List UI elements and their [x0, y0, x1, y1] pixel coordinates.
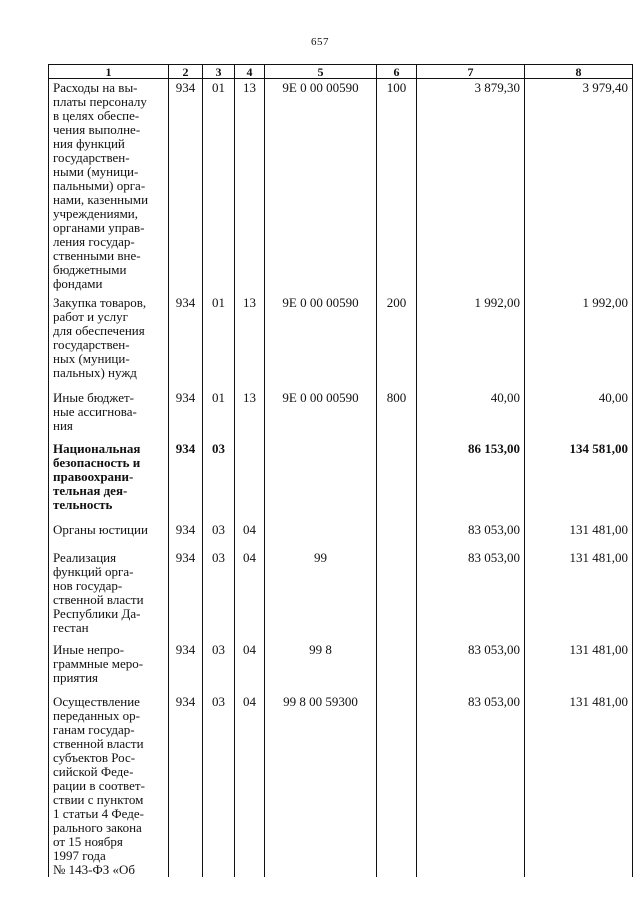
cell-amount-year-2: 134 581,00 — [525, 440, 633, 521]
row-name-line: ния функций — [53, 136, 125, 151]
cell-amount-year-1: 3 879,30 — [417, 79, 525, 294]
cell-expense-type — [377, 521, 417, 549]
cell-expense-type — [377, 641, 417, 693]
cell-section-code: 03 — [203, 641, 235, 693]
column-header: 1 — [49, 65, 169, 79]
row-name — [53, 551, 164, 635]
cell-section-code: 03 — [203, 521, 235, 549]
header-row — [49, 65, 633, 79]
cell-expense-type — [377, 549, 417, 641]
cell-subsection-code — [235, 440, 265, 521]
row-name-line: ственной власти — [53, 735, 144, 751]
cell-subsection-code: 04 — [235, 693, 265, 877]
budget-table — [48, 64, 633, 877]
cell-amount-year-2: 40,00 — [525, 389, 633, 440]
table-row — [49, 389, 633, 440]
row-name-line: бюджетными — [53, 262, 127, 277]
row-name-line: для обеспечения — [53, 322, 145, 338]
cell-amount-year-1: 1 992,00 — [417, 294, 525, 389]
cell-chapter-code: 934 — [169, 521, 203, 549]
row-name-line: переданных ор- — [53, 707, 140, 723]
row-name-line: Закупка товаров, — [53, 294, 147, 310]
cell-name — [49, 693, 169, 877]
cell-section-code: 01 — [203, 79, 235, 294]
cell-target-article — [265, 440, 377, 521]
row-name-line: ственной власти — [53, 591, 144, 607]
cell-subsection-code: 13 — [235, 294, 265, 389]
row-name-line: Органы юстиции — [53, 521, 148, 537]
cell-name — [49, 641, 169, 693]
row-name-line: № 143-ФЗ «Об — [53, 861, 136, 877]
column-header: 8 — [525, 65, 633, 79]
cell-amount-year-1: 83 053,00 — [417, 693, 525, 877]
cell-subsection-code: 04 — [235, 641, 265, 693]
row-name-line: фондами — [53, 276, 103, 291]
table-body — [49, 79, 633, 877]
column-header: 5 — [265, 65, 377, 79]
row-name-line: рации в соответ- — [53, 777, 145, 793]
row-name-line: Национальная — [53, 440, 141, 456]
row-name-line: ные ассигнова- — [53, 403, 137, 419]
row-name-line: приятия — [53, 669, 99, 685]
row-name-line: органами управ- — [53, 220, 145, 235]
cell-chapter-code: 934 — [169, 389, 203, 440]
row-name — [53, 81, 164, 291]
cell-target-article: 99 8 — [265, 641, 377, 693]
cell-name — [49, 294, 169, 389]
cell-name — [49, 79, 169, 294]
row-name-line: от 15 ноября — [53, 833, 123, 849]
table-row — [49, 693, 633, 877]
row-name-line: ления государ- — [53, 234, 135, 249]
cell-section-code: 03 — [203, 440, 235, 521]
row-name-line: пальных) нужд — [53, 364, 137, 380]
cell-chapter-code: 934 — [169, 79, 203, 294]
table-row — [49, 549, 633, 641]
row-name-line: безопасность и — [53, 454, 141, 470]
cell-amount-year-1: 83 053,00 — [417, 641, 525, 693]
row-name — [53, 695, 164, 877]
table-row — [49, 440, 633, 521]
cell-expense-type: 200 — [377, 294, 417, 389]
cell-name — [49, 521, 169, 549]
cell-chapter-code: 934 — [169, 440, 203, 521]
row-name-line: тельность — [53, 496, 113, 512]
row-name-line: 1997 года — [53, 847, 106, 863]
cell-amount-year-2: 131 481,00 — [525, 521, 633, 549]
cell-name — [49, 389, 169, 440]
row-name-line: сийской Феде- — [53, 763, 134, 779]
cell-expense-type — [377, 693, 417, 877]
row-name — [53, 391, 164, 433]
row-name-line: нами, казенными — [53, 192, 149, 207]
table-row — [49, 79, 633, 294]
cell-chapter-code: 934 — [169, 294, 203, 389]
row-name-line: чения выполне- — [53, 122, 141, 137]
row-name-line: граммные меро- — [53, 655, 144, 671]
row-name-line: 1 статьи 4 Феде- — [53, 805, 144, 821]
row-name-line: Осуществление — [53, 693, 140, 709]
row-name-line: в целях обеспе- — [53, 108, 140, 123]
cell-expense-type: 100 — [377, 79, 417, 294]
cell-section-code: 01 — [203, 294, 235, 389]
column-header: 3 — [203, 65, 235, 79]
row-name-line: Реализация — [53, 549, 117, 565]
row-name — [53, 296, 164, 380]
cell-subsection-code: 13 — [235, 389, 265, 440]
cell-expense-type: 800 — [377, 389, 417, 440]
row-name-line: нов государ- — [53, 577, 123, 593]
row-name — [53, 643, 164, 685]
cell-section-code: 01 — [203, 389, 235, 440]
cell-target-article: 9Е 0 00 00590 — [265, 79, 377, 294]
row-name-line: Иные непро- — [53, 641, 125, 657]
row-name-line: правоохрани- — [53, 468, 134, 484]
column-header: 4 — [235, 65, 265, 79]
row-name-line: учреждениями, — [53, 206, 139, 221]
row-name-line: ственными вне- — [53, 248, 141, 263]
cell-section-code: 03 — [203, 549, 235, 641]
cell-chapter-code: 934 — [169, 549, 203, 641]
cell-amount-year-2: 1 992,00 — [525, 294, 633, 389]
cell-name — [49, 440, 169, 521]
cell-target-article: 9Е 0 00 00590 — [265, 294, 377, 389]
row-name-line: государствен- — [53, 336, 130, 352]
row-name-line: ствии с пунктом — [53, 791, 144, 807]
row-name-line: платы персоналу — [53, 94, 147, 109]
budget-table-container — [48, 64, 632, 877]
row-name-line: государствен- — [53, 150, 130, 165]
cell-amount-year-1: 83 053,00 — [417, 549, 525, 641]
cell-target-article — [265, 521, 377, 549]
cell-chapter-code: 934 — [169, 641, 203, 693]
cell-subsection-code: 13 — [235, 79, 265, 294]
row-name-line: пальными) орга- — [53, 178, 146, 193]
row-name-line: гестан — [53, 619, 89, 635]
cell-amount-year-1: 40,00 — [417, 389, 525, 440]
column-header: 6 — [377, 65, 417, 79]
row-name-line: функций орга- — [53, 563, 134, 579]
cell-amount-year-2: 131 481,00 — [525, 641, 633, 693]
row-name-line: Иные бюджет- — [53, 389, 134, 405]
cell-target-article: 99 — [265, 549, 377, 641]
column-header: 7 — [417, 65, 525, 79]
cell-amount-year-1: 83 053,00 — [417, 521, 525, 549]
table-row — [49, 521, 633, 549]
cell-amount-year-2: 131 481,00 — [525, 549, 633, 641]
row-name-line: ганам государ- — [53, 721, 135, 737]
row-name-line: ными (муници- — [53, 164, 139, 179]
cell-target-article: 99 8 00 59300 — [265, 693, 377, 877]
row-name-line: Расходы на вы- — [53, 80, 138, 95]
row-name-line: Республики Да- — [53, 605, 141, 621]
row-name — [53, 523, 164, 537]
column-header: 2 — [169, 65, 203, 79]
cell-amount-year-2: 3 979,40 — [525, 79, 633, 294]
cell-name — [49, 549, 169, 641]
row-name — [53, 442, 164, 512]
cell-amount-year-1: 86 153,00 — [417, 440, 525, 521]
table-row — [49, 294, 633, 389]
table-row — [49, 641, 633, 693]
cell-target-article: 9Е 0 00 00590 — [265, 389, 377, 440]
row-name-line: тельная дея- — [53, 482, 128, 498]
row-name-line: работ и услуг — [53, 308, 128, 324]
cell-section-code: 03 — [203, 693, 235, 877]
row-name-line: субъектов Рос- — [53, 749, 136, 765]
cell-chapter-code: 934 — [169, 693, 203, 877]
cell-subsection-code: 04 — [235, 549, 265, 641]
row-name-line: рального закона — [53, 819, 142, 835]
page-number: 657 — [311, 36, 329, 48]
cell-amount-year-2: 131 481,00 — [525, 693, 633, 877]
cell-expense-type — [377, 440, 417, 521]
row-name-line: ных (муници- — [53, 350, 130, 366]
row-name-line: ния — [53, 417, 73, 433]
cell-subsection-code: 04 — [235, 521, 265, 549]
